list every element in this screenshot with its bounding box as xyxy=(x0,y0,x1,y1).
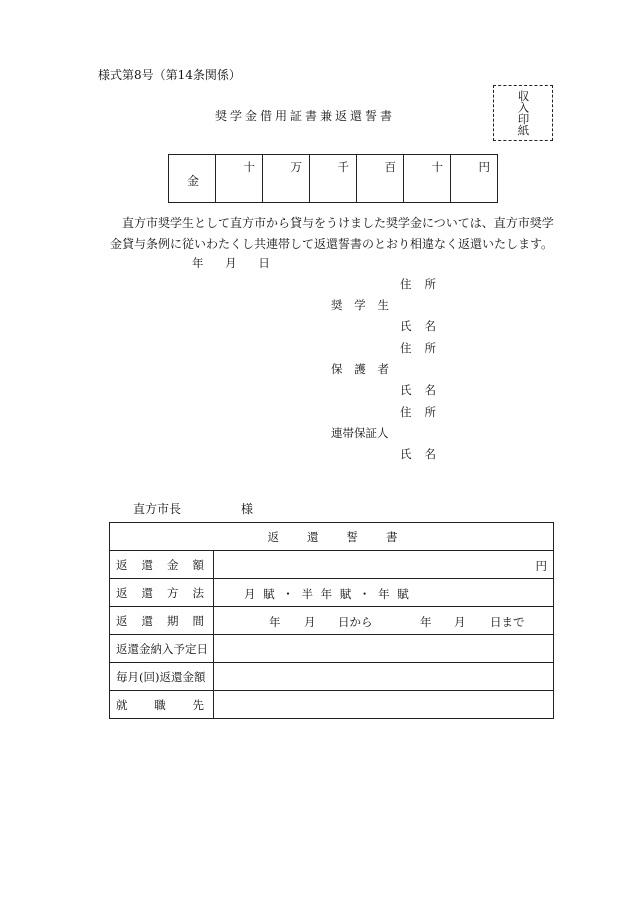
row-label-employer: 就 職 先 xyxy=(110,691,214,719)
repayment-period-field[interactable]: 年 月 日から 年 月 日まで xyxy=(214,607,554,635)
monthly-amount-field[interactable] xyxy=(214,663,554,691)
document-title: 奨学金借用証書兼返還誓書 xyxy=(215,109,396,123)
row-label-period: 返 還 期 間 xyxy=(110,607,214,635)
row-label-amount: 返 還 金 額 xyxy=(110,551,214,579)
digit-cell-en[interactable]: 円 xyxy=(451,155,498,203)
row-label-method: 返 還 方 法 xyxy=(110,579,214,607)
digit-cell-hyaku[interactable]: 百 xyxy=(357,155,404,203)
amount-label-cell xyxy=(169,155,216,203)
amount-table xyxy=(168,154,498,203)
digit-cell-man[interactable]: 万 xyxy=(263,155,310,203)
payment-date-field[interactable] xyxy=(214,635,554,663)
row-label-payment-date: 返還金納入予定日 xyxy=(110,635,214,663)
guardian-address-label: 住 所 xyxy=(400,341,436,355)
amount-label: 金 xyxy=(187,174,200,188)
revenue-stamp-box xyxy=(493,85,553,141)
form-number: 様式第8号（第14条関係） xyxy=(98,68,241,82)
employer-field[interactable] xyxy=(214,691,554,719)
guardian-label: 保 護 者 xyxy=(331,362,389,376)
revenue-stamp-label: 収入印紙 xyxy=(516,90,531,136)
signing-date[interactable]: 年 月 日 xyxy=(192,256,270,270)
guarantor-address-label: 住 所 xyxy=(400,405,436,419)
digit-cell-jyu[interactable]: 十 xyxy=(404,155,451,203)
repayment-amount-field[interactable]: 円 xyxy=(214,551,554,579)
addressee xyxy=(133,500,253,517)
student-address-label: 住 所 xyxy=(400,277,436,291)
honorific: 様 xyxy=(241,502,254,516)
student-name-label: 氏 名 xyxy=(400,319,436,333)
pledge-table-header: 返還誓書 xyxy=(110,523,554,551)
mayor-label: 直方市長 xyxy=(133,502,182,516)
pledge-statement: 直方市奨学生として直方市から貸与をうけました奨学金については、直方市奨学金貸与条例に従いわたくし共連帯して返還誓書のとおり相違なく返還いたします。 xyxy=(110,216,554,251)
digit-cell-jyuman[interactable]: 十 xyxy=(216,155,263,203)
guarantor-label: 連帯保証人 xyxy=(331,426,389,440)
student-label: 奨 学 生 xyxy=(331,298,389,312)
digit-cell-sen[interactable]: 千 xyxy=(310,155,357,203)
guardian-name-label: 氏 名 xyxy=(400,383,436,397)
row-label-monthly-amount: 毎月(回)返還金額 xyxy=(110,663,214,691)
repayment-pledge-table xyxy=(109,522,554,719)
guarantor-name-label: 氏 名 xyxy=(400,447,436,461)
repayment-method-field[interactable]: 月 賦 ・ 半 年 賦 ・ 年 賦 xyxy=(214,579,554,607)
